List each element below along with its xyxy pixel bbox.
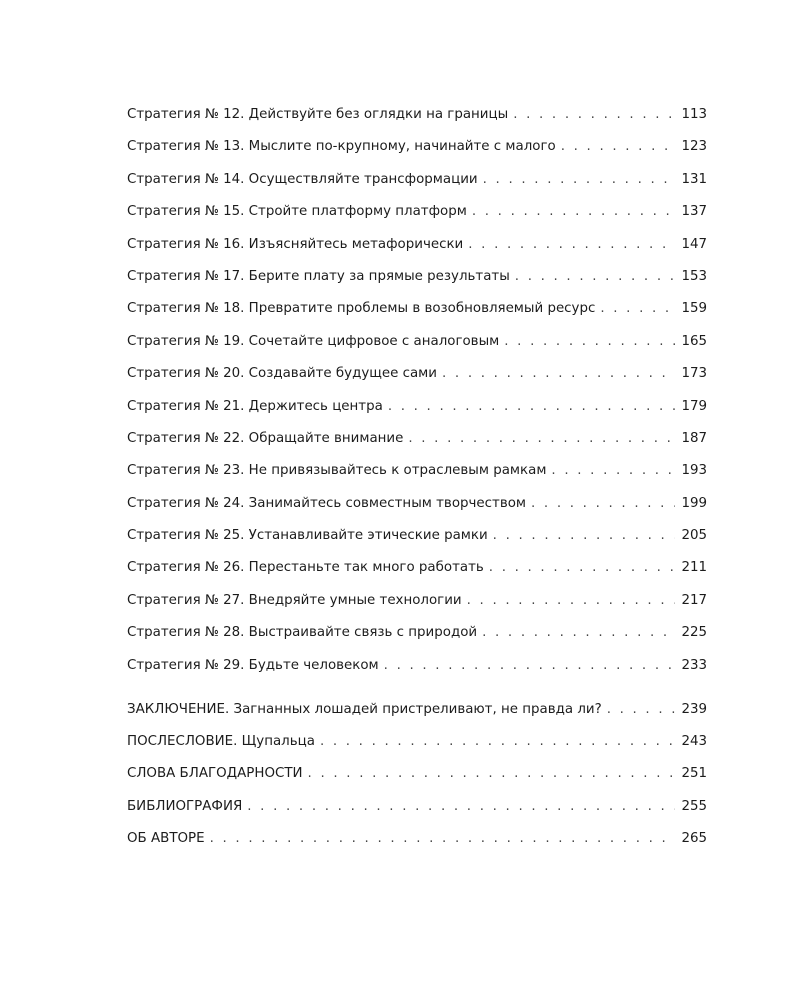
toc-entry-title: Стратегия № 21. Держитесь центра: [127, 398, 383, 414]
toc-entry-title: Стратегия № 25. Устанавливайте этические рамки: [127, 528, 488, 544]
toc-entry-title: Стратегия № 27. Внедряйте умные технологии: [127, 592, 462, 608]
toc-leader-dots: [600, 293, 675, 325]
toc-leader-dots: [489, 552, 676, 584]
toc-leader-dots: [442, 358, 675, 390]
toc-entry-page: 187: [681, 430, 707, 446]
toc-leader-dots: [561, 131, 676, 163]
toc-entry-strategy-20[interactable]: [127, 358, 707, 390]
toc-entry-page: 147: [681, 236, 707, 252]
toc-entry-strategy-12[interactable]: [127, 99, 707, 131]
toc-entry-title: БИБЛИОГРАФИЯ: [127, 798, 243, 814]
toc-entry-page: 165: [681, 333, 707, 349]
toc-entry-conclusion[interactable]: [127, 694, 707, 726]
toc-entry-page: 131: [681, 171, 707, 187]
toc-entry-title: Стратегия № 24. Занимайтесь совместным творчеством: [127, 495, 527, 511]
toc-entry-title: Стратегия № 22. Обращайте внимание: [127, 430, 404, 446]
toc-entry-title: ОБ АВТОРЕ: [127, 831, 205, 847]
toc-entry-page: 243: [681, 734, 707, 750]
toc-entry-title: Стратегия № 29. Будьте человеком: [127, 657, 379, 673]
toc-leader-dots: [607, 694, 676, 726]
toc-entry-strategy-18[interactable]: [127, 293, 707, 325]
toc-entry-page: 233: [681, 657, 707, 673]
toc-entry-title: Стратегия № 17. Берите плату за прямые результаты: [127, 268, 510, 284]
toc-entry-title: Стратегия № 28. Выстраивайте связь с природой: [127, 625, 478, 641]
toc-entry-strategy-21[interactable]: [127, 391, 707, 423]
toc-leader-dots: [247, 791, 675, 823]
toc-entry-afterword[interactable]: [127, 726, 707, 758]
toc-entry-page: 239: [681, 701, 707, 717]
toc-entry-title: Стратегия № 12. Действуйте без оглядки на границы: [127, 107, 509, 122]
toc-entry-page: 179: [681, 398, 707, 414]
toc-entry-page: 205: [681, 528, 707, 544]
toc-entry-strategy-29[interactable]: [127, 650, 707, 682]
toc-leader-dots: [513, 99, 675, 131]
toc-entry-page: 153: [681, 268, 707, 284]
toc-entry-title: Стратегия № 20. Создавайте будущее сами: [127, 366, 437, 382]
toc-entry-page: 217: [681, 592, 707, 608]
toc-entry-strategy-16[interactable]: [127, 229, 707, 261]
toc-leader-dots: [493, 520, 676, 552]
toc-entry-strategy-19[interactable]: [127, 326, 707, 358]
toc-entry-page: 137: [681, 204, 707, 220]
toc-entry-page: 211: [681, 560, 707, 576]
toc-entry-title: Стратегия № 23. Не привязывайтесь к отраслевым рамкам: [127, 463, 547, 479]
toc-leader-dots: [504, 326, 675, 358]
toc-entry-strategy-23[interactable]: [127, 455, 707, 487]
toc-leader-dots: [468, 229, 675, 261]
toc-entry-page: 193: [681, 463, 707, 479]
toc-entry-strategy-15[interactable]: [127, 196, 707, 228]
toc-entry-about-author[interactable]: [127, 823, 707, 855]
toc-entry-page: 199: [681, 495, 707, 511]
toc-entry-page: 255: [681, 798, 707, 814]
toc-entry-page: 251: [681, 766, 707, 782]
toc-entry-title: Стратегия № 13. Мыслите по-крупному, начинайте с малого: [127, 139, 556, 155]
toc-entry-page: 113: [681, 107, 707, 122]
toc-entry-page: 159: [681, 301, 707, 317]
toc-entry-title: Стратегия № 16. Изъясняйтесь метафорически: [127, 236, 464, 252]
toc-leader-dots: [308, 758, 676, 790]
toc-entry-title: СЛОВА БЛАГОДАРНОСТИ: [127, 766, 303, 782]
toc-entry-strategy-13[interactable]: [127, 131, 707, 163]
toc-leader-dots: [384, 650, 676, 682]
toc-leader-dots: [320, 726, 676, 758]
toc-leader-dots: [483, 164, 676, 196]
toc-entry-title: Стратегия № 26. Перестаньте так много работать: [127, 560, 484, 576]
toc-entry-strategy-28[interactable]: [127, 617, 707, 649]
table-of-contents: [127, 99, 707, 856]
toc-entry-title: Стратегия № 19. Сочетайте цифровое с аналоговым: [127, 333, 500, 349]
toc-entry-acknowledgements[interactable]: [127, 758, 707, 790]
toc-leader-dots: [472, 196, 676, 228]
toc-leader-dots: [210, 823, 676, 855]
toc-entry-title: Стратегия № 18. Превратите проблемы в возобновляемый ресурс: [127, 301, 596, 317]
toc-entry-bibliography[interactable]: [127, 791, 707, 823]
toc-entry-strategy-22[interactable]: [127, 423, 707, 455]
toc-entry-strategy-25[interactable]: [127, 520, 707, 552]
toc-leader-dots: [408, 423, 675, 455]
toc-entry-title: Стратегия № 14. Осуществляйте трансформации: [127, 171, 478, 187]
toc-leader-dots: [531, 488, 675, 520]
toc-entry-strategy-26[interactable]: [127, 552, 707, 584]
toc-entry-strategy-24[interactable]: [127, 488, 707, 520]
toc-entry-strategy-14[interactable]: [127, 164, 707, 196]
toc-entry-strategy-17[interactable]: [127, 261, 707, 293]
toc-entry-title: Стратегия № 15. Стройте платформу платформ: [127, 204, 467, 220]
section-gap: [127, 682, 707, 694]
toc-leader-dots: [388, 391, 676, 423]
toc-leader-dots: [467, 585, 676, 617]
toc-entry-page: 225: [681, 625, 707, 641]
toc-entry-page: 123: [681, 139, 707, 155]
toc-entry-page: 265: [681, 831, 707, 847]
toc-entry-title: ПОСЛЕСЛОВИЕ. Щупальца: [127, 734, 315, 750]
toc-entry-page: 173: [681, 366, 707, 382]
toc-entry-strategy-27[interactable]: [127, 585, 707, 617]
toc-leader-dots: [515, 261, 676, 293]
toc-leader-dots: [551, 455, 675, 487]
toc-leader-dots: [482, 617, 675, 649]
toc-entry-title: ЗАКЛЮЧЕНИЕ. Загнанных лошадей пристреливают, не правда ли?: [127, 701, 602, 717]
